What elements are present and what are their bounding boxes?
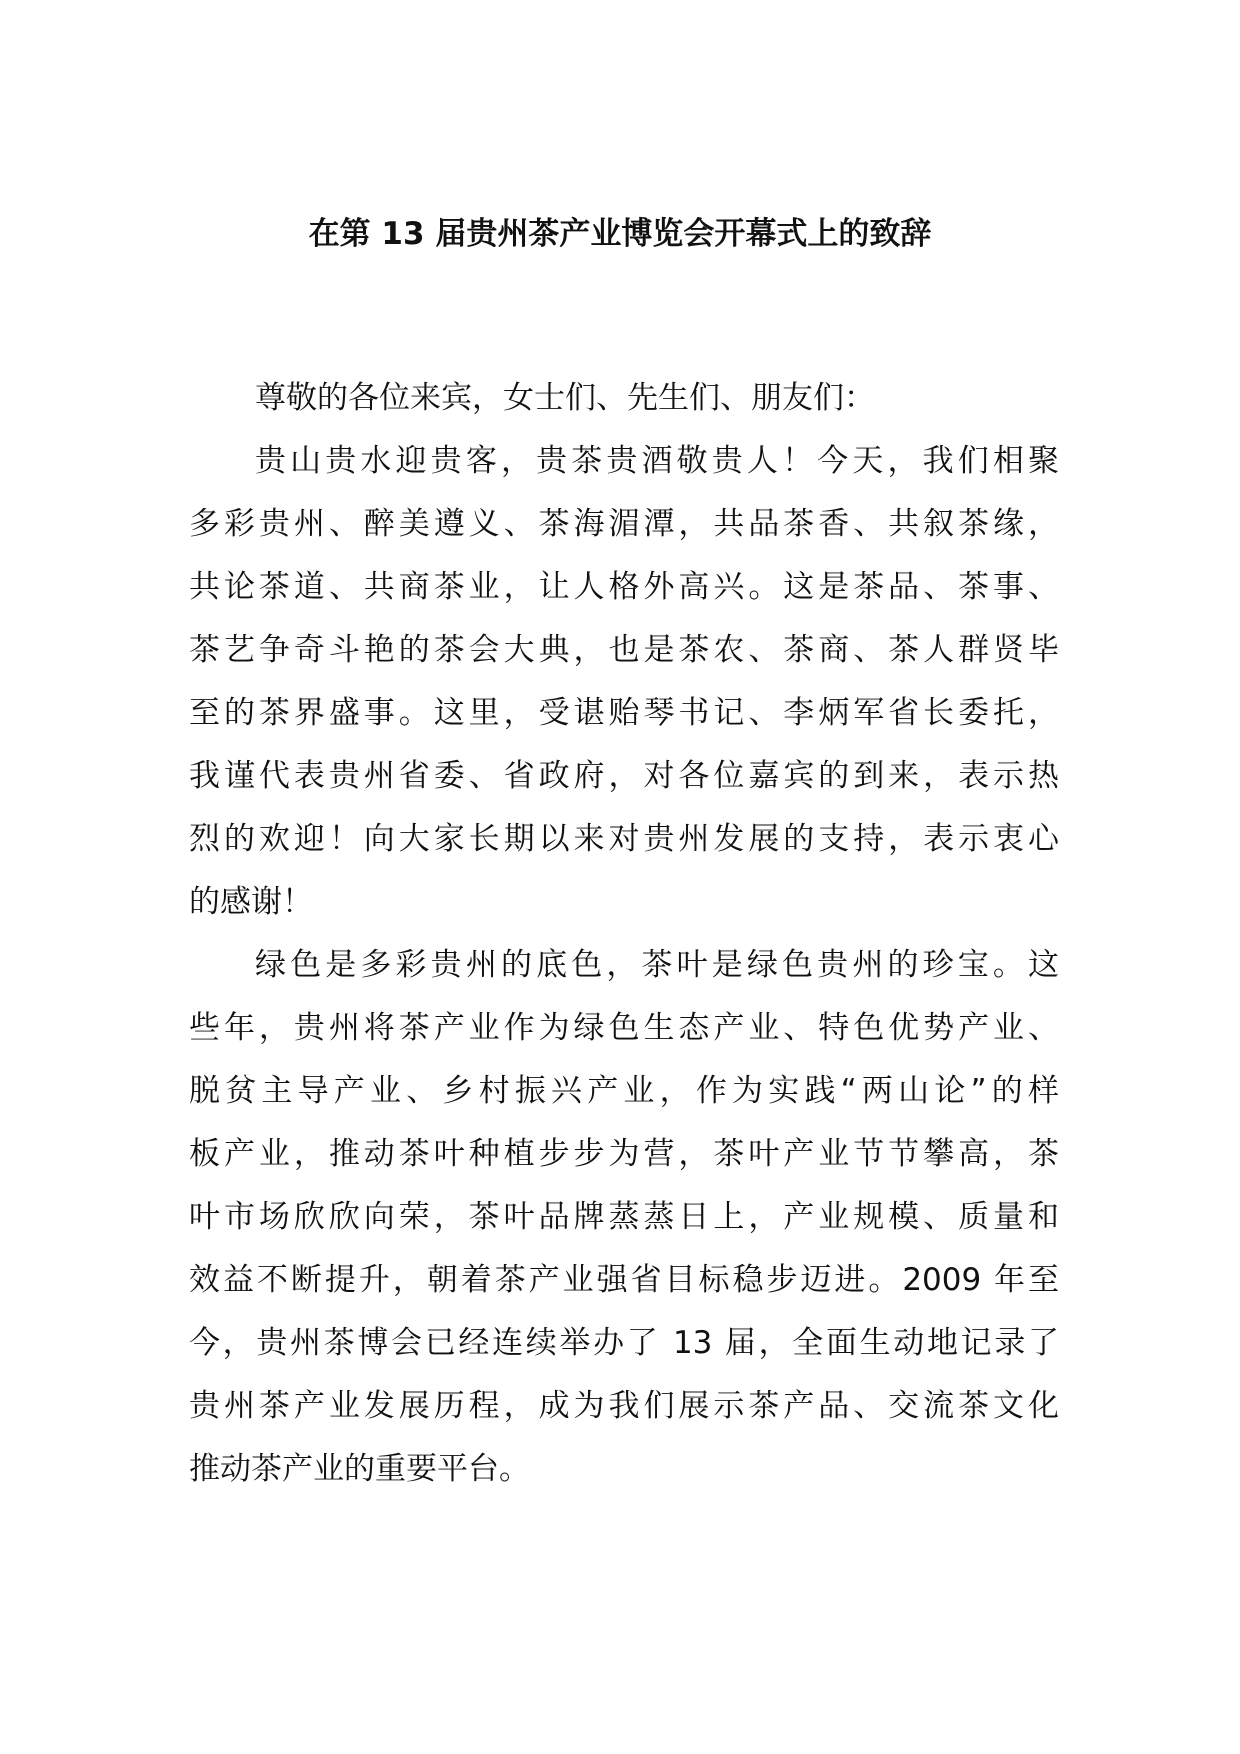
paragraph-2-line-9: 推动茶产业的重要平台。	[189, 1451, 530, 1487]
paragraph-2-line-2: 些年，贵州将茶产业作为绿色生态产业、特色优势产业、	[189, 1010, 1059, 1046]
paragraph-2-line-6: 效益不断提升，朝着茶产业强省目标稳步迈进。2009 年至	[189, 1262, 1059, 1298]
paragraph-2-line-7: 今，贵州茶博会已经连续举办了 13 届，全面生动地记录了	[189, 1325, 1059, 1361]
paragraph-1-line-5: 至的茶界盛事。这里，受谌贻琴书记、李炳军省长委托，	[189, 695, 1059, 731]
paragraph-2-line-4: 板产业，推动茶叶种植步步为营，茶叶产业节节攀高，茶	[189, 1136, 1059, 1172]
paragraph-1-line-4: 茶艺争奇斗艳的茶会大典，也是茶农、茶商、茶人群贤毕	[189, 632, 1059, 668]
paragraph-1-line-3: 共论茶道、共商茶业，让人格外高兴。这是茶品、茶事、	[189, 569, 1059, 605]
paragraph-1-line-7: 烈的欢迎！向大家长期以来对贵州发展的支持，表示衷心	[189, 821, 1059, 857]
paragraph-2-line-1: 绿色是多彩贵州的底色，茶叶是绿色贵州的珍宝。这	[255, 947, 1059, 983]
document-title: 在第 13 届贵州茶产业博览会开幕式上的致辞	[308, 216, 932, 252]
paragraph-2-line-3: 脱贫主导产业、乡村振兴产业，作为实践“两山论”的样	[189, 1073, 1059, 1109]
paragraph-1-line-1: 贵山贵水迎贵客，贵茶贵酒敬贵人！今天，我们相聚	[255, 443, 1059, 479]
paragraph-1-line-2: 多彩贵州、醉美遵义、茶海湄潭，共品茶香、共叙茶缘，	[189, 506, 1059, 542]
paragraph-1-line-6: 我谨代表贵州省委、省政府，对各位嘉宾的到来，表示热	[189, 758, 1059, 794]
paragraph-2-line-5: 叶市场欣欣向荣，茶叶品牌蒸蒸日上，产业规模、质量和	[189, 1199, 1059, 1235]
salutation-line: 尊敬的各位来宾，女士们、先生们、朋友们：	[255, 380, 875, 416]
paragraph-1-line-8: 的感谢！	[189, 884, 313, 920]
paragraph-2-line-8: 贵州茶产业发展历程，成为我们展示茶产品、交流茶文化	[189, 1388, 1059, 1424]
